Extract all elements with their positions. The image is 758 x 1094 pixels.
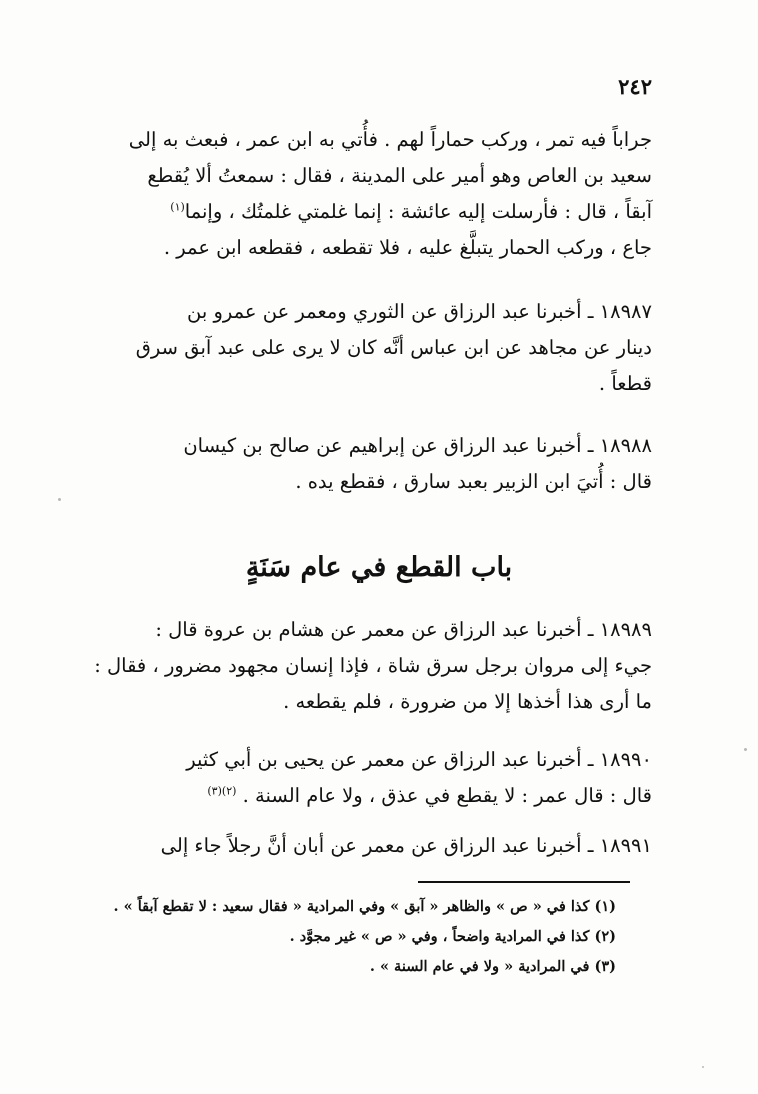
text-line: ١٨٩٨٨ ـ أخبرنا عبد الرزاق عن إبراهيم عن صالح بن كيسان [183,434,652,457]
hadith-18989 [96,612,652,720]
footnotes [96,892,616,982]
text-line: جيء إلى مروان برجل سرق شاة ، فإذا إنسان مجهود مضرور ، فقال : [94,654,652,677]
text-line: قال : أُتيَ ابن الزبير بعبد سارق ، فقطع يده . [295,470,652,493]
text-line: ١٨٩٩١ ـ أخبرنا عبد الرزاق عن معمر عن أبان أنَّ رجلاً جاء إلى [160,834,652,857]
text-line: ١٨٩٩٠ ـ أخبرنا عبد الرزاق عن معمر عن يحيى بن أبي كثير [186,748,652,771]
footnote-separator [418,881,630,883]
footnote-marker: (٢) [221,784,237,798]
text-line: جراباً فيه تمر ، وركب حماراً لهم . فأُتي به ابن عمر ، فبعث به إلى [128,128,652,151]
text-line: ١٨٩٨٩ ـ أخبرنا عبد الرزاق عن معمر عن هشام بن عروة قال : [155,618,652,641]
scan-speck [744,748,747,751]
hadith-18990 [96,742,652,814]
text-line: جاع ، وركب الحمار يتبلَّغ عليه ، فلا تقطعه ، فقطعه ابن عمر . [163,236,652,259]
footnote-marker: (١) [170,200,185,214]
text-line: سعيد بن العاص وهو أمير على المدينة ، فقال : سمعتُ ألا يُقطع [147,164,652,187]
text-line: دينار عن مجاهد عن ابن عباس أنَّه كان لا يرى على عبد آبق سرق [135,336,652,359]
scan-speck [58,498,61,501]
text-line: آبقاً ، قال : فأرسلت إليه عائشة : إنما غلمتي غلمتُك ، وإنما$^{(١)}$ [170,200,652,223]
footnote: (٢) كذا في المرادية واضحاً ، وفي « ص » غير مجوَّد . [289,928,616,945]
hadith-18988 [96,428,652,500]
text-line: قطعاً . [598,372,652,395]
paragraph-continuation [96,122,652,266]
text-line: قال : قال عمر : لا يقطع في عذق ، ولا عام السنة . $^{(٢)(٣)}$ [207,784,652,807]
chapter-heading: باب القطع في عام سَنَةٍ [245,552,513,583]
hadith-18987 [96,294,652,402]
hadith-18991 [96,828,652,864]
text-line: ما أرى هذا أخذها إلا من ضرورة ، فلم يقطعه . [283,690,652,713]
footnote: (١) كذا في « ص » والظاهر « آبق » وفي المرادية « فقال سعيد : لا تقطع آبقاً » . [113,898,616,915]
page-number: ٢٤٢ [618,74,652,99]
text-line: ١٨٩٨٧ ـ أخبرنا عبد الرزاق عن الثوري ومعمر عن عمرو بن [186,300,652,323]
footnote: (٣) في المرادية « ولا في عام السنة » . [369,958,616,975]
scan-speck [702,1066,704,1068]
footnote-marker: (٣) [207,784,222,798]
